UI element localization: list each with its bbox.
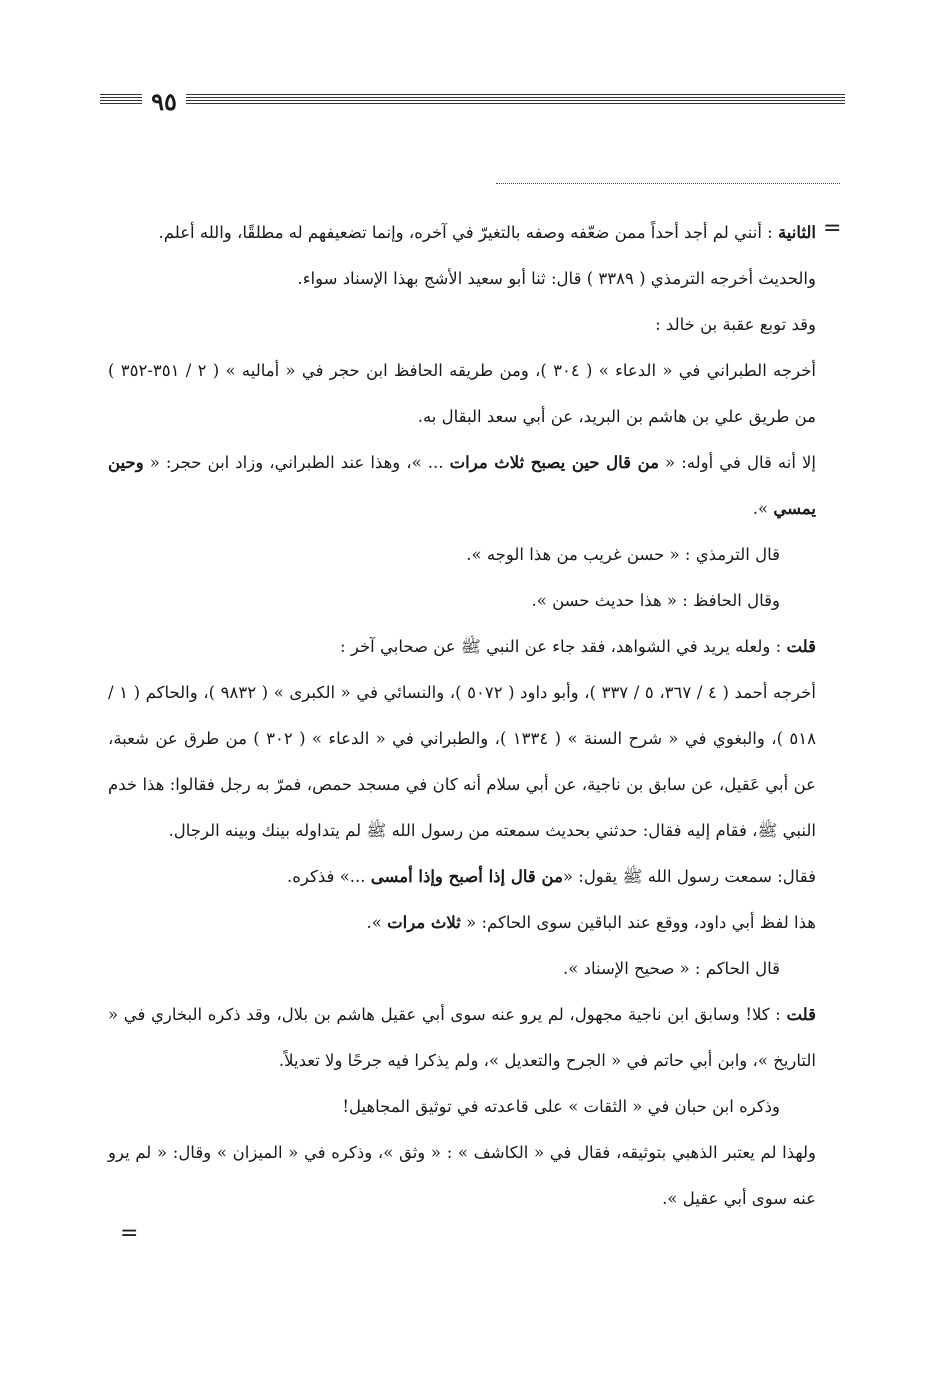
paragraph: وقال الحافظ : « هذا حديث حسن ». xyxy=(531,591,780,610)
bold-span: من قال حين يصبح ثلاث مرات xyxy=(449,453,659,472)
paragraph-text: : ولعله يريد في الشواهد، فقد جاء عن النبي ﷺ عن صحابي آخر : xyxy=(340,637,787,656)
paragraph xyxy=(108,854,816,900)
text-span: ». xyxy=(366,913,388,932)
bold-span: ثلاث مرات xyxy=(387,913,461,932)
header-rule-left xyxy=(100,94,142,108)
paragraph: أخرجه الطبراني في « الدعاء » ( ٣٠٤ )، ومن طريقه الحافظ ابن حجر في « أماليه » ( ٢ / ٣٥١-٣٥٢ ) من طريق علي بن هاشم بن البريد، عن أبي سعد البقال به. xyxy=(108,361,816,426)
page-body xyxy=(108,210,816,1222)
paragraph: أخرجه أحمد ( ٤ / ٣٦٧، ٥ / ٣٣٧ )، وأبو داود ( ٥٠٧٢ )، والنسائي في « الكبرى » ( ٩٨٣٢ )، والحاكم ( ١ / ٥١٨ )، والبغوي في « شرح السنة » ( ١٣٣٤ )، والطبراني في « الدعاء » ( ٣٠٢ ) من طرق عن شعبة، عن أبي عَقيل، عن سابق بن ناجية، عن أبي سلام أنه كان في مسجد حمص، فمرّ به رجل فقالوا: هذا خدم النبي ﷺ، فقام إليه فقال: حدثني بحديث سمعته من رسول الله ﷺ لم يتداوله بينك وبينه الرجال. xyxy=(108,683,816,840)
paragraph-text: : أنني لم أجد أحداً ممن ضعّفه وصفه بالتغيرّ في آخره، وإنما تضعيفهم له مطلقًا، والله أعلم. xyxy=(158,223,778,242)
paragraph-lead: قلت xyxy=(786,1005,816,1024)
text-span: ... »، وهذا عند الطبراني، وزاد ابن حجر: « xyxy=(143,453,450,472)
paragraph-text: : كلا! وسابق ابن ناجية مجهول، لم يرو عنه سوى أبي عقيل هاشم بن بلال، وقد ذكره البخاري في « التاريخ »، وابن أبي حاتم في « الجرح والتعديل »، ولم يذكرا فيه جرحًا ولا تعديلاً. xyxy=(108,1005,816,1070)
paragraph: والحديث أخرجه الترمذي ( ٣٣٨٩ ) قال: ثنا أبو سعيد الأشج بهذا الإسناد سواء. xyxy=(297,269,816,288)
text-span: ...» فذكره. xyxy=(287,867,371,886)
paragraph xyxy=(108,992,816,1084)
continuation-mark-bottom: = xyxy=(120,1221,139,1246)
paragraph xyxy=(108,624,816,670)
paragraph: قال الحاكم : « صحيح الإسناد ». xyxy=(563,959,780,978)
paragraph: وقد توبع عقبة بن خالد : xyxy=(655,315,816,334)
text-span: هذا لفظ أبي داود، ووقع عند الباقين سوى الحاكم: « xyxy=(460,913,816,932)
paragraph-lead: الثانية xyxy=(777,223,816,242)
bold-span: من قال إذا أصبح وإذا أمسى xyxy=(370,867,563,886)
paragraph xyxy=(108,900,816,946)
text-span: ». xyxy=(752,499,774,518)
text-span: إلا أنه قال في أوله: « xyxy=(659,453,817,472)
paragraph: وذكره ابن حبان في « الثقات » على قاعدته في توثيق المجاهيل! xyxy=(342,1097,780,1116)
bold-span: وحين يمسي xyxy=(108,453,816,518)
paragraph xyxy=(108,440,816,532)
footnote-separator xyxy=(496,183,840,184)
paragraph xyxy=(108,210,816,256)
continuation-mark-top: = xyxy=(823,216,842,241)
header-rule-right xyxy=(186,94,845,108)
paragraph-lead: قلت xyxy=(786,637,816,656)
text-span: فقال: سمعت رسول الله ﷺ يقول: « xyxy=(562,867,816,886)
paragraph: ولهذا لم يعتبر الذهبي بتوثيقه، فقال في « الكاشف » : « وثق »، وذكره في « الميزان » وقال: « لم يرو عنه سوى أبي عقيل ». xyxy=(108,1143,816,1208)
page-header xyxy=(100,88,845,118)
paragraph: قال الترمذي : « حسن غريب من هذا الوجه ». xyxy=(466,545,780,564)
page-number: ٩٥ xyxy=(151,87,177,116)
